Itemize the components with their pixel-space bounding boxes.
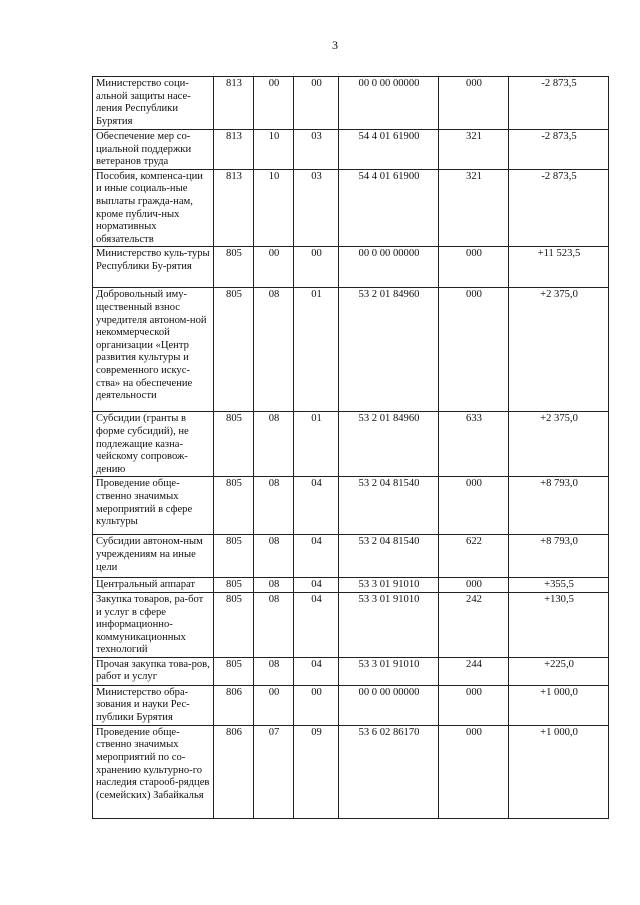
- target-item-code-cell: 00 0 00 00000: [339, 685, 439, 725]
- subsection-code-cell: 00: [294, 77, 339, 130]
- section-code-cell: 00: [254, 77, 294, 130]
- row-name-cell: Министерство куль-туры Республики Бу-рятия: [93, 247, 214, 288]
- subsection-code-cell: 04: [294, 535, 339, 578]
- amount-cell: +11 523,5: [509, 247, 609, 288]
- expense-type-cell: 000: [439, 247, 509, 288]
- budget-table: [92, 76, 609, 819]
- target-item-code-cell: 53 2 04 81540: [339, 477, 439, 535]
- amount-cell: +2 375,0: [509, 412, 609, 477]
- expense-type-cell: 633: [439, 412, 509, 477]
- target-item-code-cell: 53 3 01 91010: [339, 592, 439, 657]
- table-row: [93, 77, 609, 130]
- row-name-cell: Проведение обще-ственно значимых мероприятий по со-хранению культурно-го наследия старооб-рядцев (семейских) Забайкалья: [93, 725, 214, 818]
- expense-type-cell: 242: [439, 592, 509, 657]
- table-row: [93, 412, 609, 477]
- amount-cell: +1 000,0: [509, 725, 609, 818]
- row-name-cell: Закупка товаров, ра-бот и услуг в сфере информационно-коммуникационных технологий: [93, 592, 214, 657]
- target-item-code-cell: 54 4 01 61900: [339, 130, 439, 170]
- amount-cell: +225,0: [509, 657, 609, 685]
- section-code-cell: 08: [254, 412, 294, 477]
- table-row: [93, 578, 609, 593]
- row-name-cell: Субсидии (гранты в форме субсидий), не подлежащие казна-чейскому сопровож-дению: [93, 412, 214, 477]
- section-code-cell: 07: [254, 725, 294, 818]
- subsection-code-cell: 04: [294, 657, 339, 685]
- subsection-code-cell: 01: [294, 412, 339, 477]
- subsection-code-cell: 03: [294, 169, 339, 247]
- table-row: [93, 169, 609, 247]
- target-item-code-cell: 53 3 01 91010: [339, 657, 439, 685]
- section-code-cell: 08: [254, 578, 294, 593]
- section-code-cell: 08: [254, 288, 294, 412]
- target-item-code-cell: 53 2 01 84960: [339, 288, 439, 412]
- row-name-cell: Обеспечение мер со-циальной поддержки ветеранов труда: [93, 130, 214, 170]
- target-item-code-cell: 53 2 01 84960: [339, 412, 439, 477]
- amount-cell: +8 793,0: [509, 477, 609, 535]
- amount-cell: -2 873,5: [509, 169, 609, 247]
- table-row: [93, 130, 609, 170]
- target-item-code-cell: 00 0 00 00000: [339, 77, 439, 130]
- target-item-code-cell: 54 4 01 61900: [339, 169, 439, 247]
- table-row: [93, 247, 609, 288]
- expense-type-cell: 321: [439, 169, 509, 247]
- table-row: [93, 685, 609, 725]
- amount-cell: +2 375,0: [509, 288, 609, 412]
- row-name-cell: Субсидии автоном-ным учреждениям на иные цели: [93, 535, 214, 578]
- amount-cell: -2 873,5: [509, 130, 609, 170]
- chapter-code-cell: 813: [214, 77, 254, 130]
- chapter-code-cell: 805: [214, 657, 254, 685]
- section-code-cell: 10: [254, 130, 294, 170]
- section-code-cell: 08: [254, 477, 294, 535]
- row-name-cell: Пособия, компенса-ции и иные социаль-ные выплаты гражда-нам, кроме публич-ных нормативных обязательств: [93, 169, 214, 247]
- expense-type-cell: 000: [439, 477, 509, 535]
- section-code-cell: 00: [254, 685, 294, 725]
- expense-type-cell: 244: [439, 657, 509, 685]
- section-code-cell: 10: [254, 169, 294, 247]
- chapter-code-cell: 806: [214, 685, 254, 725]
- subsection-code-cell: 04: [294, 578, 339, 593]
- chapter-code-cell: 805: [214, 247, 254, 288]
- page-number: 3: [332, 38, 338, 52]
- chapter-code-cell: 805: [214, 535, 254, 578]
- subsection-code-cell: 09: [294, 725, 339, 818]
- chapter-code-cell: 813: [214, 130, 254, 170]
- table-row: [93, 657, 609, 685]
- table-row: [93, 592, 609, 657]
- expense-type-cell: 000: [439, 725, 509, 818]
- chapter-code-cell: 805: [214, 412, 254, 477]
- target-item-code-cell: 53 3 01 91010: [339, 578, 439, 593]
- chapter-code-cell: 806: [214, 725, 254, 818]
- expense-type-cell: 000: [439, 77, 509, 130]
- expense-type-cell: 000: [439, 685, 509, 725]
- subsection-code-cell: 01: [294, 288, 339, 412]
- expense-type-cell: 000: [439, 578, 509, 593]
- section-code-cell: 08: [254, 592, 294, 657]
- table-row: [93, 288, 609, 412]
- expense-type-cell: 622: [439, 535, 509, 578]
- amount-cell: +8 793,0: [509, 535, 609, 578]
- amount-cell: +1 000,0: [509, 685, 609, 725]
- chapter-code-cell: 805: [214, 592, 254, 657]
- subsection-code-cell: 03: [294, 130, 339, 170]
- row-name-cell: Добровольный иму-щественный взнос учредителя автоном-ной некоммерческой организации «Центр развития культуры и современного искус-ства» на обеспечение деятельности: [93, 288, 214, 412]
- chapter-code-cell: 805: [214, 288, 254, 412]
- chapter-code-cell: 813: [214, 169, 254, 247]
- expense-type-cell: 000: [439, 288, 509, 412]
- expense-type-cell: 321: [439, 130, 509, 170]
- subsection-code-cell: 04: [294, 592, 339, 657]
- chapter-code-cell: 805: [214, 578, 254, 593]
- section-code-cell: 00: [254, 247, 294, 288]
- target-item-code-cell: 53 2 04 81540: [339, 535, 439, 578]
- row-name-cell: Проведение обще-ственно значимых мероприятий в сфере культуры: [93, 477, 214, 535]
- amount-cell: +130,5: [509, 592, 609, 657]
- section-code-cell: 08: [254, 657, 294, 685]
- table-row: [93, 535, 609, 578]
- row-name-cell: Центральный аппарат: [93, 578, 214, 593]
- amount-cell: +355,5: [509, 578, 609, 593]
- subsection-code-cell: 00: [294, 247, 339, 288]
- row-name-cell: Министерство соци-альной защиты насе-ления Республики Бурятия: [93, 77, 214, 130]
- row-name-cell: Министерство обра-зования и науки Рес-публики Бурятия: [93, 685, 214, 725]
- chapter-code-cell: 805: [214, 477, 254, 535]
- target-item-code-cell: 00 0 00 00000: [339, 247, 439, 288]
- row-name-cell: Прочая закупка това-ров, работ и услуг: [93, 657, 214, 685]
- subsection-code-cell: 00: [294, 685, 339, 725]
- section-code-cell: 08: [254, 535, 294, 578]
- amount-cell: -2 873,5: [509, 77, 609, 130]
- table-row: [93, 477, 609, 535]
- subsection-code-cell: 04: [294, 477, 339, 535]
- target-item-code-cell: 53 6 02 86170: [339, 725, 439, 818]
- table-row: [93, 725, 609, 818]
